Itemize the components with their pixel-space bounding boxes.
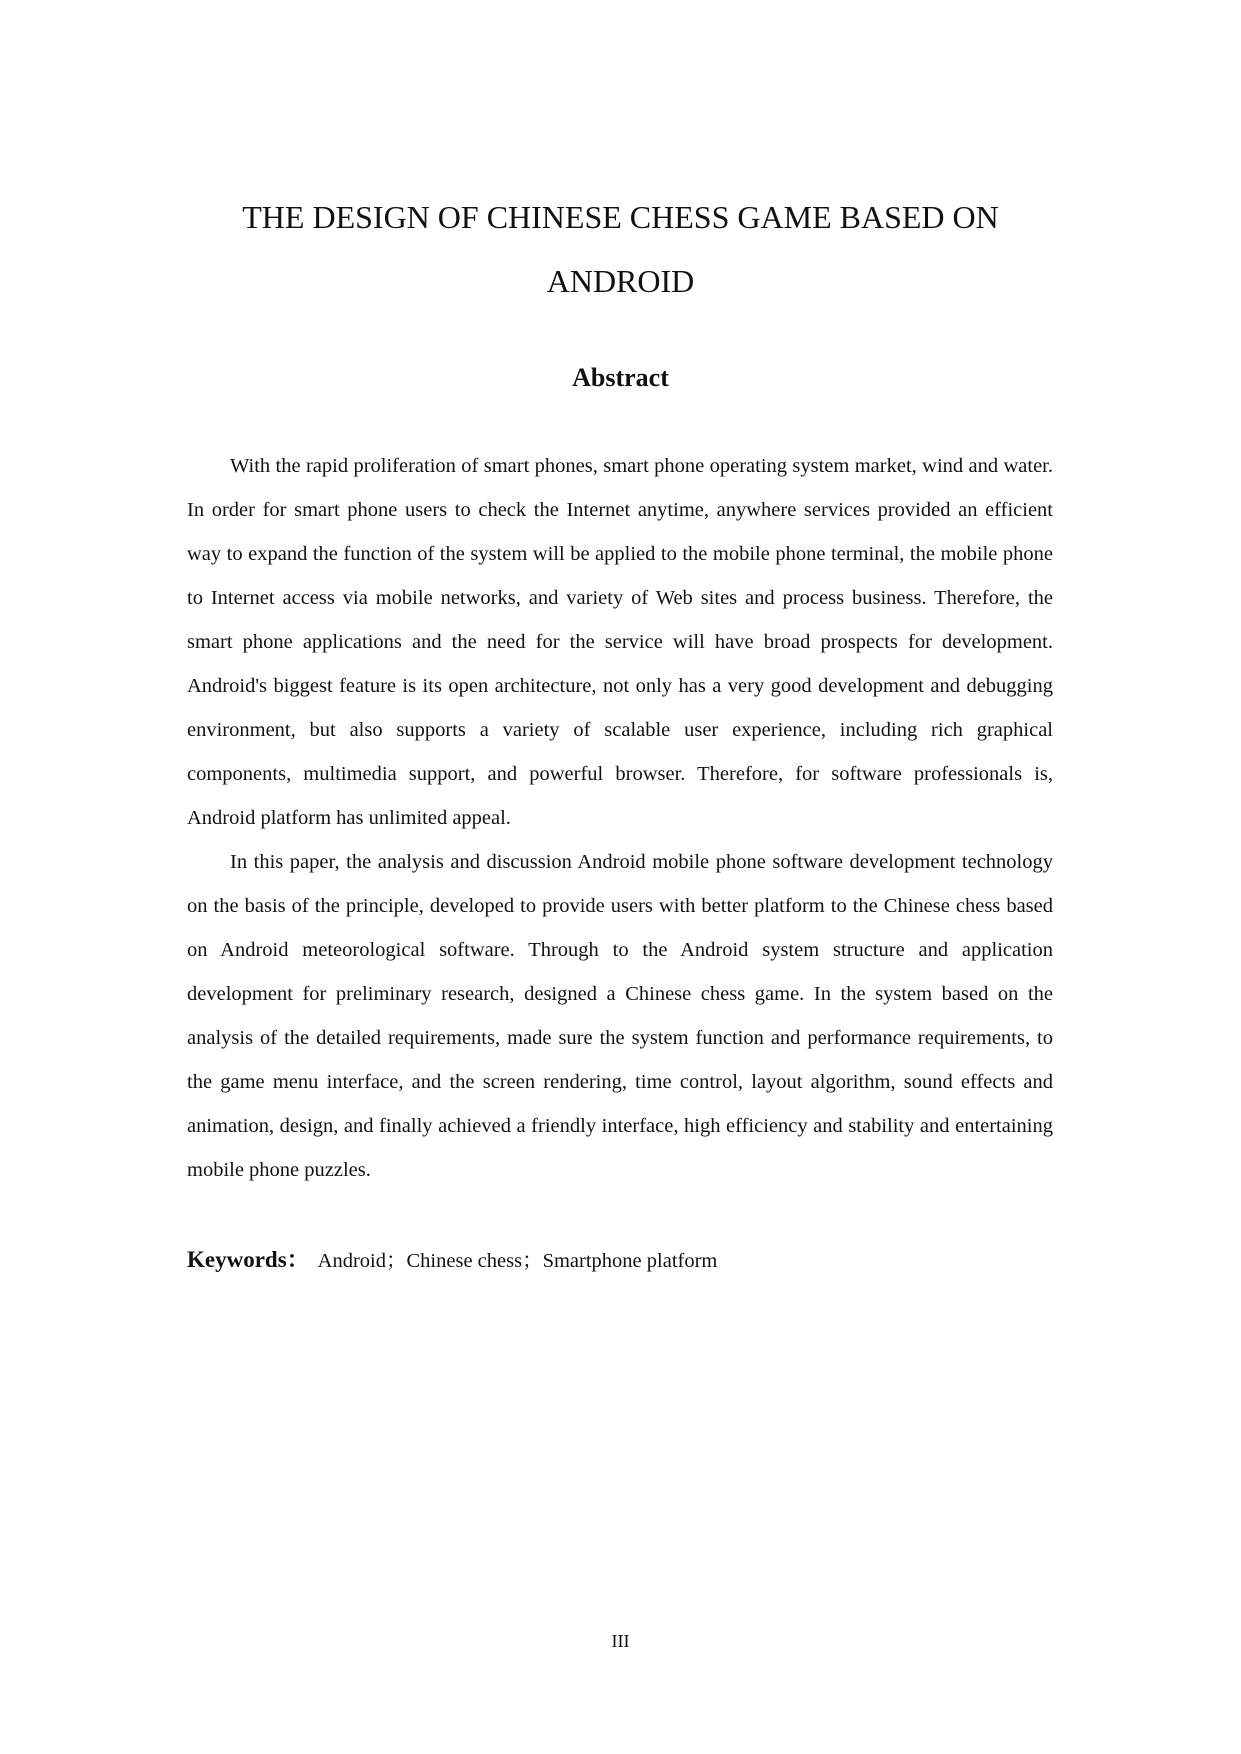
keyword-item: Android；: [317, 1250, 407, 1272]
keywords-label: Keywords：: [187, 1247, 310, 1272]
abstract-paragraph-2: In this paper, the analysis and discussion Android mobile phone software development technology on the basis of the principle, developed to provide users with better platform to the Chinese chess based on Android meteorological software. Through to the Android system structure and application development for preliminary research, designed a Chinese chess game. In the system based on the analysis of the detailed requirements, made sure the system function and performance requirements, to the game menu interface, and the screen rendering, time control, layout algorithm, sound effects and animation, design, and finally achieved a friendly interface, high efficiency and stability and entertaining mobile phone puzzles.: [187, 851, 1053, 1181]
abstract-paragraph-1: With the rapid proliferation of smart phones, smart phone operating system market, wind and water. In order for smart phone users to check the Internet anytime, anywhere services provided an efficient way to expand the function of the system will be applied to the mobile phone terminal, the mobile phone to Internet access via mobile networks, and variety of Web sites and process business. Therefore, the smart phone applications and the need for the service will have broad prospects for development. Android's biggest feature is its open architecture, not only has a very good development and debugging environment, but also supports a variety of scalable user experience, including rich graphical components, multimedia support, and powerful browser. Therefore, for software professionals is, Android platform has unlimited appeal.: [187, 455, 1053, 829]
keyword-item: Chinese chess；: [406, 1250, 543, 1272]
keywords-line: [187, 1238, 1053, 1283]
page-number: III: [611, 1631, 630, 1651]
paper-title: [150, 185, 1091, 313]
paper-title-line-1: THE DESIGN OF CHINESE CHESS GAME BASED ON: [242, 199, 999, 235]
abstract-heading: Abstract: [572, 363, 669, 392]
abstract-body: [187, 444, 1053, 1192]
paper-title-line-2: ANDROID: [546, 263, 695, 299]
keyword-item: Smartphone platform: [542, 1250, 718, 1272]
